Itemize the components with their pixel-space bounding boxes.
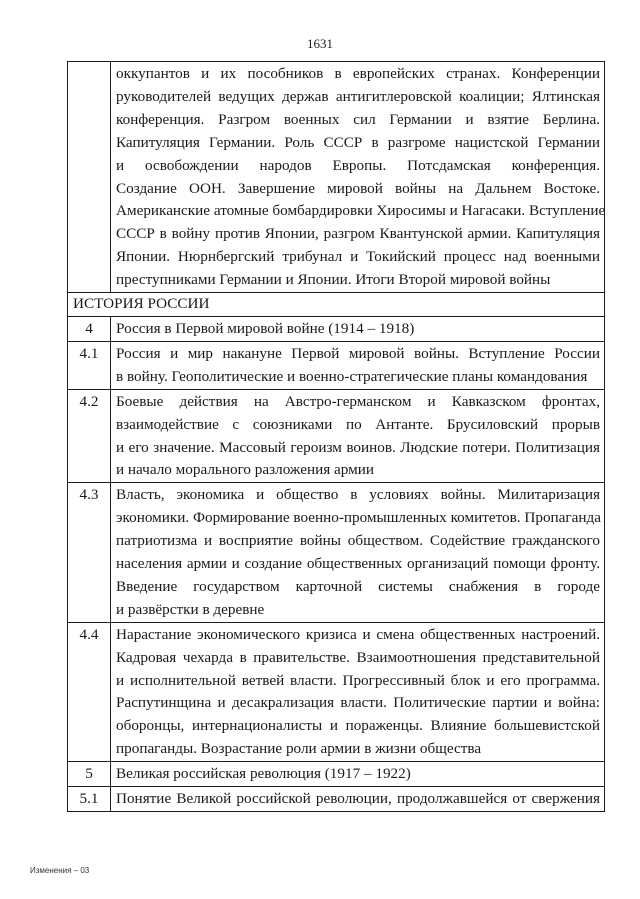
section-header-row [68, 293, 605, 317]
topic-text [111, 762, 605, 787]
topic-row [68, 483, 605, 622]
text-line: экономики. Формирование военно-промышленных комитетов. Пропаганда [116, 509, 601, 527]
text-line: СССР в войну против Японии, разгром Квантунской армии. Капитуляция [116, 225, 600, 243]
topic-text [111, 787, 605, 812]
text-line: и исполнительной ветвей власти. Прогрессивный блок и его программа. [116, 671, 600, 689]
curriculum-table [67, 61, 605, 812]
topic-number: 5 [68, 762, 111, 787]
continuation-text [111, 62, 605, 293]
topic-text [111, 389, 605, 483]
text-line: руководителей ведущих держав антигитлеровской коалиции; Ялтинская [116, 87, 600, 105]
text-line: патриотизма и восприятие войны обществом. Содействие гражданского [116, 532, 600, 550]
text-line: оборонцы, интернационалисты и пораженцы. Влияние большевистской [116, 717, 600, 735]
row-number-cell [68, 62, 111, 293]
text-line: и его значение. Массовый героизм воинов. Людские потери. Политизация [116, 438, 600, 456]
text-line: и развёрстки в деревне [116, 600, 265, 618]
topic-number: 4 [68, 316, 111, 341]
text-line: в войну. Геополитические и военно-стратегические планы командования [116, 367, 588, 385]
topic-row [68, 341, 605, 389]
text-line: Американские атомные бомбардировки Хиросимы и Нагасаки. Вступление [116, 202, 606, 220]
continuation-row [68, 62, 605, 293]
text-line: Японии. Нюрнбергский трибунал и Токийский процесс над военными [116, 248, 600, 266]
topic-number: 5.1 [68, 787, 111, 812]
text-line: оккупантов и их пособников в европейских странах. Конференции [116, 65, 600, 82]
text-line: Великая российская революция (1917 – 1922) [116, 765, 411, 783]
topic-number: 4.1 [68, 341, 111, 389]
text-line: конференция. Разгром военных сил Германии и взятие Берлина. [116, 110, 600, 128]
text-line: населения армии и создание общественных организаций помощи фронту. [116, 555, 600, 573]
topic-text [111, 316, 605, 341]
topic-number: 4.3 [68, 483, 111, 622]
topic-row [68, 762, 605, 787]
text-line: взаимодействие с союзниками по Антанте. Брусиловский прорыв [116, 415, 600, 433]
text-line: Нарастание экономического кризиса и смена общественных настроений. [116, 625, 600, 643]
topic-number: 4.2 [68, 389, 111, 483]
text-line: и освобождении народов Европы. Потсдамская конференция. [116, 156, 600, 174]
text-line: Власть, экономика и общество в условиях войны. Милитаризация [116, 486, 600, 504]
text-line: Кадровая чехарда в правительстве. Взаимоотношения представительной [116, 648, 600, 666]
topic-number: 4.4 [68, 622, 111, 761]
topic-row [68, 622, 605, 761]
text-line: Создание ООН. Завершение мировой войны на Дальнем Востоке. [116, 179, 600, 197]
topic-text [111, 483, 605, 622]
section-header: ИСТОРИЯ РОССИИ [68, 293, 605, 317]
page-number: 1631 [307, 36, 333, 51]
text-line: и начало морального разложения армии [116, 461, 374, 479]
text-line: преступниками Германии и Японии. Итоги Второй мировой войны [116, 271, 551, 289]
text-line: пропаганды. Возрастание роли армии в жизни общества [116, 740, 482, 758]
footer-revision-note: Изменения – 03 [30, 866, 90, 875]
text-line: Капитуляция Германии. Роль СССР в разгроме нацистской Германии [116, 133, 600, 151]
topic-row [68, 316, 605, 341]
text-line: Распутинщина и десакрализация власти. Политические партии и война: [116, 694, 600, 712]
text-line: Понятие Великой российской революции, продолжавшейся от свержения [116, 790, 600, 808]
topic-text [111, 622, 605, 761]
topic-row [68, 787, 605, 812]
text-line: Введение государством карточной системы снабжения в городе [116, 577, 600, 595]
topic-text [111, 341, 605, 389]
text-line: Россия и мир накануне Первой мировой войны. Вступление России [116, 344, 600, 362]
text-line: Боевые действия на Австро-германском и Кавказском фронтах, [116, 392, 600, 410]
text-line: Россия в Первой мировой войне (1914 – 1918) [116, 319, 415, 337]
topic-row [68, 389, 605, 483]
